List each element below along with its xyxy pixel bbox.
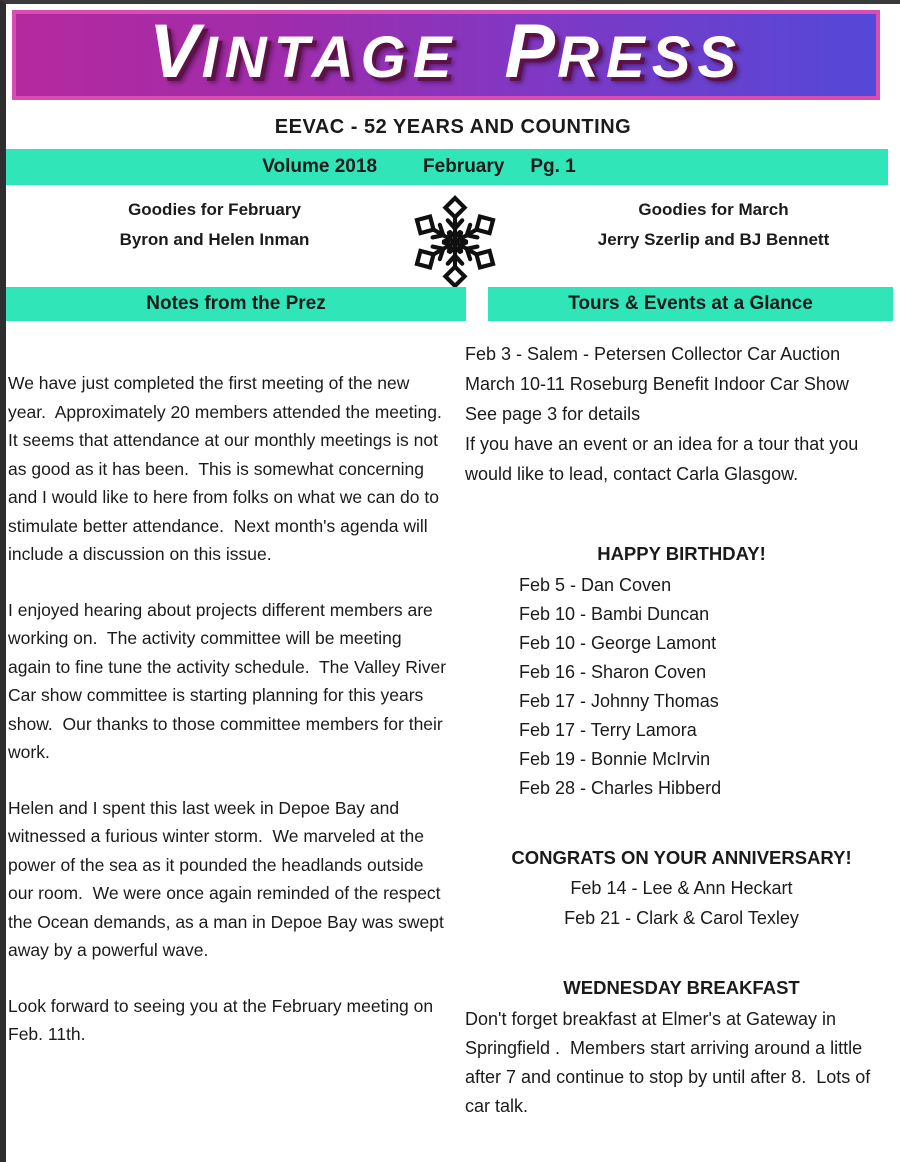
breakfast-heading: WEDNESDAY BREAKFAST (563, 977, 800, 998)
goodies-march (527, 191, 900, 255)
goodies-row (6, 191, 900, 287)
snowflake-icon (401, 193, 509, 291)
anniversary-list (465, 873, 898, 933)
month-label: February (423, 156, 505, 177)
anniversaries-heading: CONGRATS ON YOUR ANNIVERSARY! (511, 847, 852, 868)
content-columns (6, 321, 900, 1121)
tours-events-header: Tours & Events at a Glance (488, 287, 893, 321)
masthead-word2-initial: P (504, 10, 558, 94)
birthday-item: Feb 10 - George Lamont (519, 633, 717, 653)
anniversary-item: Feb 21 - Clark & Carol Texley (564, 908, 799, 928)
birthday-list (465, 571, 898, 803)
event-item: Feb 3 - Salem - Petersen Collector Car Auction (465, 344, 841, 364)
masthead-word2-rest: RESS (557, 25, 744, 90)
issue-bar (6, 149, 888, 185)
event-item: If you have an event or an idea for a tour that you would like to lead, contact Carla Glasgow. (465, 434, 864, 484)
anniversary-item: Feb 14 - Lee & Ann Heckart (570, 878, 793, 898)
masthead (148, 10, 744, 94)
anniversaries-section (465, 843, 898, 933)
goodies-march-names: Jerry Szerlip and BJ Bennett (597, 230, 830, 249)
events-list (465, 339, 898, 489)
goodies-february-title: Goodies for February (128, 200, 301, 219)
birthday-item: Feb 17 - Johnny Thomas (519, 691, 719, 711)
birthdays-heading: HAPPY BIRTHDAY! (597, 543, 766, 564)
breakfast-section (465, 973, 898, 1121)
notes-from-prez-column (6, 321, 461, 1121)
masthead-word1-rest: INTAGE (201, 25, 459, 90)
page-number: Pg. 1 (530, 156, 576, 177)
section-headers (6, 287, 900, 321)
goodies-february (28, 191, 401, 255)
birthday-item: Feb 19 - Bonnie McIrvin (519, 749, 711, 769)
masthead-word1-initial: V (148, 10, 202, 94)
birthday-item: Feb 10 - Bambi Duncan (519, 604, 710, 624)
volume-label: Volume 2018 (262, 156, 378, 177)
prez-paragraph: We have just completed the first meeting of the new year. Approximately 20 members attended the meeting. It seems that attendance at our monthly meetings is not as good as it has been. This is somewhat concerning and I would like to here from folks on what we can do to stimulate better attendance. Next month's agenda will include a discussion on this issue. (8, 373, 457, 564)
event-item: See page 3 for details (465, 404, 641, 424)
prez-paragraph: Look forward to seeing you at the February meeting on Feb. 11th. (8, 995, 438, 1044)
birthdays-section (465, 539, 898, 803)
newsletter-subtitle: EEVAC - 52 YEARS AND COUNTING (274, 116, 632, 138)
issue-bar-text (262, 156, 575, 178)
breakfast-text: Don't forget breakfast at Elmer's at Gateway in Springfield . Members start arriving around a little after 7 and continue to stop by until after 8. Lots of car talk. (465, 1009, 876, 1116)
birthday-item: Feb 17 - Terry Lamora (519, 720, 697, 740)
goodies-march-title: Goodies for March (638, 200, 789, 219)
prez-paragraph: Helen and I spent this last week in Depoe Bay and witnessed a furious winter storm. We marveled at the power of the sea as it pounded the headlands outside our room. We were once again reminded of the respect the Ocean demands, as a man in Depoe Bay was swept away by a powerful wave. (8, 797, 449, 960)
birthday-item: Feb 5 - Dan Coven (519, 575, 672, 595)
birthday-item: Feb 16 - Sharon Coven (519, 662, 707, 682)
event-item: March 10-11 Roseburg Benefit Indoor Car Show (465, 374, 849, 394)
notes-from-prez-header: Notes from the Prez (6, 287, 466, 321)
masthead-banner (12, 10, 880, 100)
birthday-item: Feb 28 - Charles Hibberd (519, 778, 722, 798)
prez-paragraph: I enjoyed hearing about projects different members are working on. The activity committee will be meeting again to fine tune the activity schedule. The Valley River Car show committee is starting planning for this years show. Our thanks to those committee members for their work. (8, 599, 451, 762)
goodies-february-names: Byron and Helen Inman (119, 230, 310, 249)
tours-events-column (461, 321, 900, 1121)
